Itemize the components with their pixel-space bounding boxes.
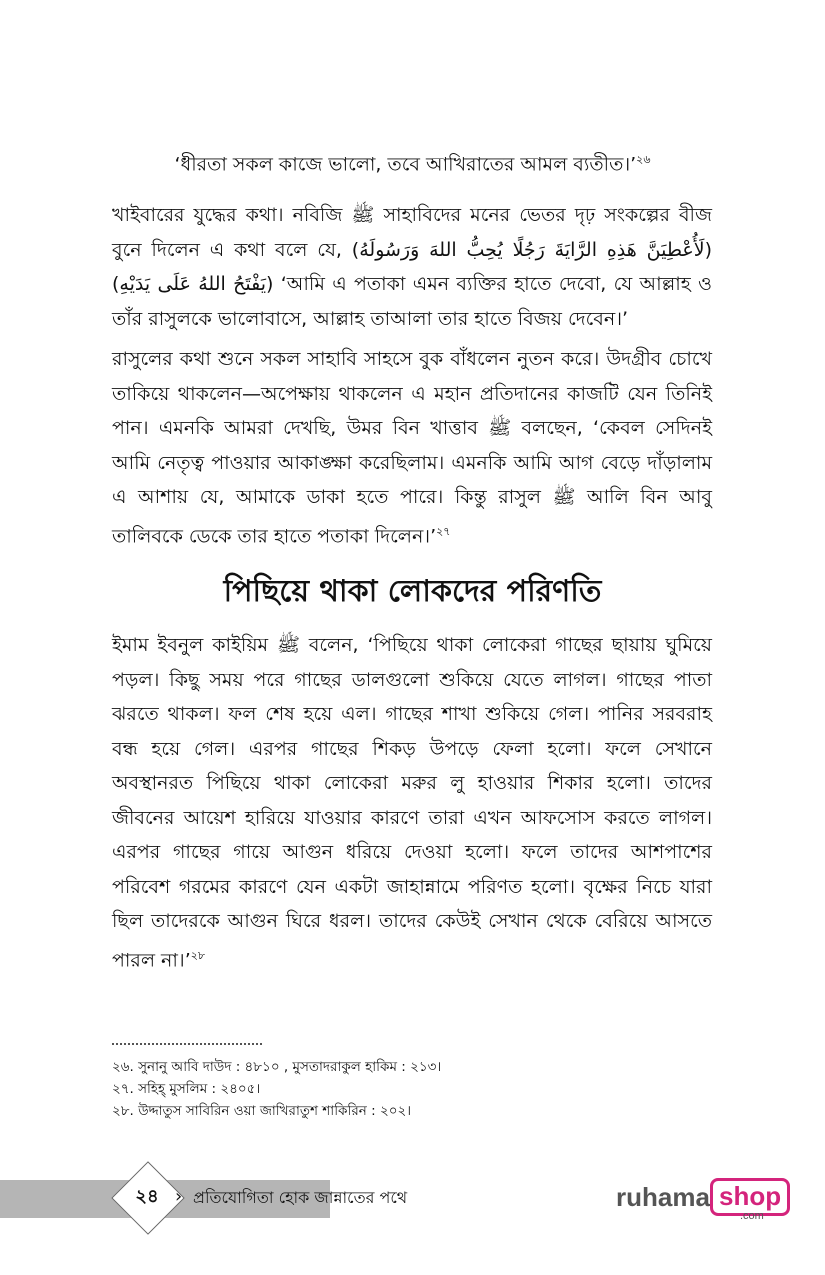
para2-text: রাসুলের কথা শুনে সকল সাহাবি সাহসে বুক বাঁধলেন নুতন করে। উদগ্রীব চোখে তাকিয়ে থাকলেন—অপেক্ষায় থাকলেন এ মহান প্রতিদানের কাজটি যেন তিনিই পান। এমনকি আমরা দেখছি, উমর বিন খাত্তাব ﷺ বলছেন, ‘কেবল সেদিনই আমি নেতৃত্ব পাওয়ার আকাঙ্ক্ষা করেছিলাম। এমনকি আমি আগ বেড়ে দাঁড়ালাম এ আশায় যে, আমাকে ডাকা হতে পারে। কিন্তু রাসুল ﷺ আলি বিন আবু তালিবকে ডেকে তার হাতে পতাকা দিলেন।’ bbox=[112, 348, 712, 547]
arabic-quote-2: يَفْتَحُ اللهُ عَلَى يَدَيْهِ bbox=[119, 273, 266, 295]
logo-domain-text: .com bbox=[740, 1210, 764, 1222]
footnote-26: ২৬. সুনানু আবি দাউদ : ৪৮১০ , মুসতাদরাকুল হাকিম : ২১৩। bbox=[112, 1059, 442, 1075]
section-heading: পিছিয়ে থাকা লোকদের পরিণতি bbox=[223, 574, 602, 609]
arabic-quote-1: لَأُعْطِيَنَّ هَذِهِ الرَّايَةَ رَجُلًا يُحِبُّ اللهَ وَرَسُولَهُ bbox=[359, 238, 705, 261]
footnote-27: ২৭. সহিহ্ মুসলিম : ২৪০৫। bbox=[112, 1081, 261, 1097]
paragraph-ibnul-qayyim bbox=[112, 628, 712, 977]
logo-brand-text: ruhama bbox=[616, 1182, 710, 1212]
footnote-ref-26: ২৬ bbox=[636, 153, 651, 166]
para3-text: ইমাম ইবনুল কাইয়িম ﷺ বলেন, ‘পিছিয়ে থাকা লোকেরা গাছের ছায়ায় ঘুমিয়ে পড়ল। কিছু সময় পরে গাছের ডালগুলো শুকিয়ে যেতে লাগল। গাছের পাতা ঝরতে থাকল। ফল শেষ হয়ে এল। গাছের শাখা শুকিয়ে গেল। পানির সরবরাহ বন্ধ হয়ে গেল। এরপর গাছের শিকড় উপড়ে ফেলা হলো। ফলে সেখানে অবস্থানরত পিছিয়ে থাকা লোকেরা মরুর লু হাওয়ার শিকার হলো। তাদের জীবনের আয়েশ হারিয়ে যাওয়ার কারণে তারা এখন আফসোস করতে লাগল। এরপর গাছের গায়ে আগুন ধরিয়ে দেওয়া হলো। ফলে তাদের আশপাশের পরিবেশ গরমের কারণে যেন একটা জাহান্নামে পরিণত হলো। বৃক্ষের নিচে যারা ছিল তাদেরকে আগুন ঘিরে ধরল। তাদের কেউই সেখান থেকে বেরিয়ে আসতে পারল না।’ bbox=[112, 634, 712, 971]
para1-text-a: খাইবারের যুদ্ধের কথা। নবিজি ﷺ সাহাবিদের মনের ভেতর দৃঢ় সংকল্পের বীজ বুনে দিলেন এ কথা বলে যে, ( bbox=[112, 204, 712, 261]
page-number: ২৪ bbox=[135, 1186, 159, 1207]
opening-quote bbox=[110, 148, 715, 176]
chevron-right-icon: › bbox=[175, 1186, 183, 1207]
quote-text: ‘ধীরতা সকল কাজে ভালো, তবে আখিরাতের আমল ব্যতীত।’ bbox=[174, 153, 637, 176]
paragraph-companions bbox=[112, 342, 712, 553]
footnote-ref-28: ২৮ bbox=[190, 948, 206, 962]
footnote-28: ২৮. উদ্দাতুস সাবিরিন ওয়া জাখিরাতুশ শাকিরিন : ২০২। bbox=[112, 1103, 412, 1119]
running-book-title: প্রতিযোগিতা হোক জান্নাতের পথে bbox=[193, 1188, 408, 1207]
para1-text-c: ) ‘আমি এ পতাকা এমন ব্যক্তির হাতে দেবো, যে আল্লাহ ও তাঁর রাসুলকে ভালোবাসে, আল্লাহ তাআলা তার হাতে বিজয় দেবেন।’ bbox=[112, 273, 713, 330]
footnote-divider bbox=[112, 1043, 262, 1045]
logo-shop-badge: shop bbox=[710, 1178, 790, 1216]
footnote-ref-27: ২৭ bbox=[436, 524, 451, 538]
para1-text-b: ) ( bbox=[112, 238, 712, 295]
footnotes bbox=[112, 1056, 712, 1122]
paragraph-khaybar bbox=[112, 198, 712, 336]
ruhama-shop-logo bbox=[616, 1178, 786, 1222]
